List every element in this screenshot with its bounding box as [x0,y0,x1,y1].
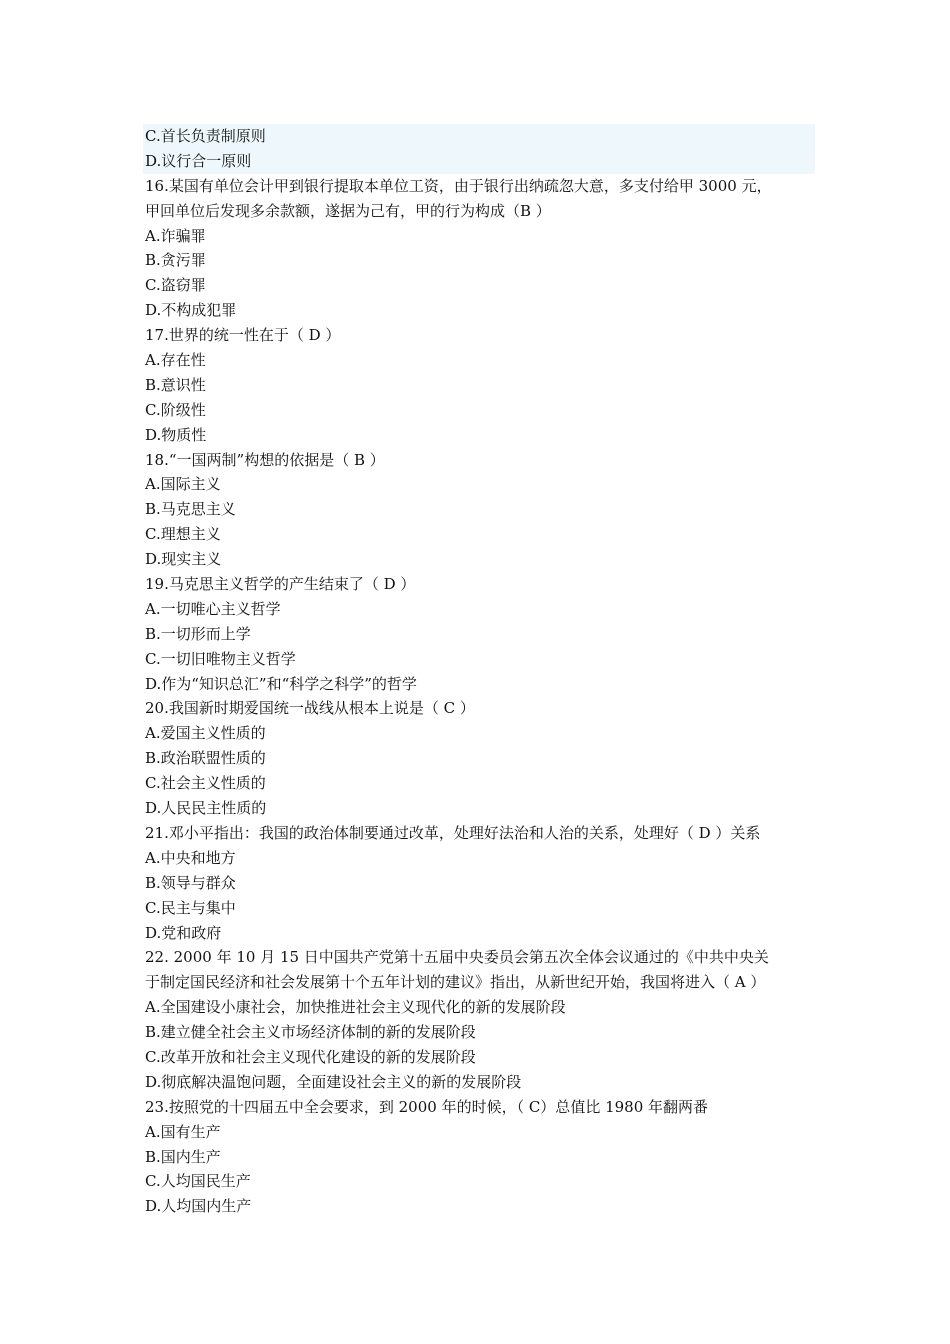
question-stem: 于制定国民经济和社会发展第十个五年计划的建议》指出，从新世纪开始，我国将进入（ A ） [145,973,766,992]
answer-option: B.政治联盟性质的 [145,749,266,768]
answer-option: D.人均国内生产 [145,1197,252,1216]
answer-option: A.爱国主义性质的 [145,724,266,743]
answer-option: C.一切旧唯物主义哲学 [145,649,296,668]
question-17 [145,323,815,447]
answer-option: D.物质性 [145,425,207,444]
question-stem: 22. 2000 年 10 月 15 日中国共产党第十五届中央委员会第五次全体会议通过的《中共中央关 [145,948,769,967]
answer-option: B.贪污罪 [145,251,206,270]
answer-option: C.改革开放和社会主义现代化建设的新的发展阶段 [145,1047,476,1066]
question-20 [145,696,815,820]
answer-option: A.国有生产 [145,1122,221,1141]
answer-option: A.中央和地方 [145,848,236,867]
answer-option: B.马克思主义 [145,500,236,519]
question-16 [145,174,815,323]
answer-option: A.存在性 [145,351,206,370]
answer-option: D.现实主义 [145,550,222,569]
leading-option: C.首长负责制原则 [143,124,815,149]
question-stem: 19.马克思主义哲学的产生结束了（ D ） [145,575,416,594]
answer-option: D.党和政府 [145,923,222,942]
answer-option: C.盗窃罪 [145,276,206,295]
answer-option: A.一切唯心主义哲学 [145,599,281,618]
question-stem: 20.我国新时期爱国统一战线从根本上说是（ C ） [145,699,475,718]
answer-option: C.理想主义 [145,525,221,544]
answer-option: D.人民民主性质的 [145,799,267,818]
answer-option: B.意识性 [145,375,206,394]
question-stem: 18.“一国两制”构想的依据是（ B ） [145,450,385,469]
question-stem: 16.某国有单位会计甲到银行提取本单位工资，由于银行出纳疏忽大意，多支付给甲 3000 元， [145,176,772,195]
answer-option: B.建立健全社会主义市场经济体制的新的发展阶段 [145,1023,476,1042]
answer-option: C.民主与集中 [145,898,236,917]
answer-option: D.彻底解决温饱问题，全面建设社会主义的新的发展阶段 [145,1072,522,1091]
question-21 [145,821,815,945]
answer-option: C.阶级性 [145,400,206,419]
leading-option: D.议行合一原则 [143,149,815,174]
question-18 [145,448,815,572]
question-stem: 23.按照党的十四届五中全会要求，到 2000 年的时候，（ C）总值比 1980 年翻两番 [145,1097,709,1116]
answer-option: A.全国建设小康社会，加快推进社会主义现代化的新的发展阶段 [145,998,566,1017]
question-19 [145,572,815,696]
question-23 [145,1095,815,1219]
question-stem: 17.世界的统一性在于（ D ） [145,326,341,345]
question-22 [145,945,815,1094]
answer-option: A.国际主义 [145,475,221,494]
question-stem: 甲回单位后发现多余款额，遂据为己有，甲的行为构成（B ） [145,201,551,220]
answer-option: D.作为“知识总汇”和“科学之科学”的哲学 [145,674,417,693]
answer-option: A.诈骗罪 [145,226,206,245]
answer-option: D.不构成犯罪 [145,301,237,320]
document-page [145,124,815,1219]
question-stem: 21.邓小平指出：我国的政治体制要通过改革，处理好法治和人治的关系，处理好（ D ）关系 [145,823,761,842]
answer-option: C.人均国民生产 [145,1172,251,1191]
answer-option: B.一切形而上学 [145,624,251,643]
answer-option: B.领导与群众 [145,873,236,892]
answer-option: C.社会主义性质的 [145,774,266,793]
answer-option: B.国内生产 [145,1147,221,1166]
